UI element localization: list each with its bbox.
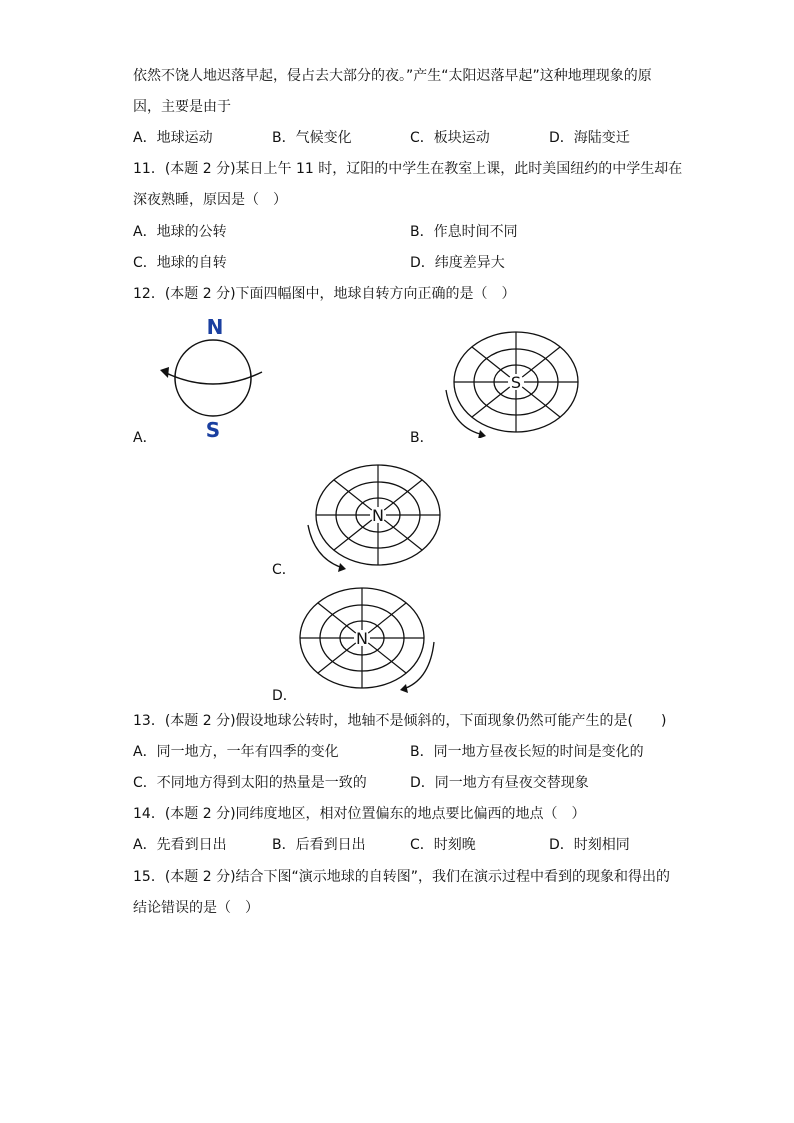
q11-stem-line2: 深夜熟睡，原因是（ ） bbox=[133, 192, 287, 208]
q12-stem: 12．(本题 2 分)下面四幅图中，地球自转方向正确的是（ ） bbox=[133, 286, 516, 302]
q10-option-d[interactable]: D．海陆变迁 bbox=[549, 130, 630, 146]
q14-stem: 14．(本题 2 分)同纬度地区，相对位置偏东的地点要比偏西的地点（ ） bbox=[133, 806, 586, 822]
q12-label-a[interactable]: A． bbox=[133, 430, 157, 446]
q14-option-a[interactable]: A．先看到日出 bbox=[133, 837, 227, 853]
rotation-arrow-head-icon bbox=[400, 684, 408, 693]
q10-option-c[interactable]: C．板块运动 bbox=[410, 130, 490, 146]
q13-stem: 13．(本题 2 分)假设地球公转时，地轴不是倾斜的，下面现象仍然可能产生的是( ) bbox=[133, 713, 667, 729]
q14-option-b[interactable]: B．后看到日出 bbox=[272, 837, 366, 853]
rotation-arrow-head-icon bbox=[338, 563, 346, 572]
q12-label-b[interactable]: B． bbox=[410, 430, 434, 446]
q12-figure-c-pole-label: N bbox=[372, 506, 384, 525]
q10-option-a[interactable]: A．地球运动 bbox=[133, 130, 213, 146]
q12-label-d[interactable]: D． bbox=[272, 688, 297, 704]
q11-stem-line1: 11．(本题 2 分)某日上午 11 时，辽阳的中学生在教室上课，此时美国纽约的中学生却在 bbox=[133, 161, 683, 177]
rotation-arrow-head-icon bbox=[478, 430, 486, 438]
q14-option-c[interactable]: C．时刻晚 bbox=[410, 837, 476, 853]
q11-option-d[interactable]: D．纬度差异大 bbox=[410, 255, 505, 271]
rotation-arrow-path bbox=[164, 372, 262, 384]
q12-figure-d-pole-label: N bbox=[356, 629, 368, 648]
q12-figure-d-polar bbox=[296, 580, 446, 700]
q13-option-d[interactable]: D．同一地方有昼夜交替现象 bbox=[410, 775, 589, 791]
globe-outline bbox=[175, 340, 251, 416]
q11-option-b[interactable]: B．作息时间不同 bbox=[410, 224, 518, 240]
q12-figure-b-polar bbox=[440, 318, 590, 438]
q11-option-a[interactable]: A．地球的公转 bbox=[133, 224, 227, 240]
q13-option-c[interactable]: C．不同地方得到太阳的热量是一致的 bbox=[133, 775, 367, 791]
q12-figure-b-pole-label: S bbox=[510, 373, 522, 392]
q12-figure-a-globe bbox=[150, 312, 280, 442]
q12-figure-a-south-label: S bbox=[205, 418, 221, 442]
q10-option-b[interactable]: B．气候变化 bbox=[272, 130, 352, 146]
q12-label-c[interactable]: C． bbox=[272, 562, 296, 578]
q12-figure-c-polar bbox=[298, 455, 448, 575]
q13-option-a[interactable]: A．同一地方，一年有四季的变化 bbox=[133, 744, 339, 760]
q11-option-c[interactable]: C．地球的自转 bbox=[133, 255, 227, 271]
q10-stem-line1: 依然不饶人地迟落早起，侵占去大部分的夜。”产生“太阳迟落早起”这种地理现象的原 bbox=[133, 68, 652, 84]
q13-option-b[interactable]: B．同一地方昼夜长短的时间是变化的 bbox=[410, 744, 644, 760]
q15-stem-line2: 结论错误的是（ ） bbox=[133, 900, 259, 916]
q15-stem-line1: 15．(本题 2 分)结合下图“演示地球的自转图”，我们在演示过程中看到的现象和得出的 bbox=[133, 869, 671, 885]
q10-stem-line2: 因，主要是由于 bbox=[133, 99, 231, 115]
q12-figure-a-north-label: N bbox=[206, 315, 224, 339]
rotation-arrow-head-icon bbox=[160, 367, 169, 378]
q14-option-d[interactable]: D．时刻相同 bbox=[549, 837, 630, 853]
